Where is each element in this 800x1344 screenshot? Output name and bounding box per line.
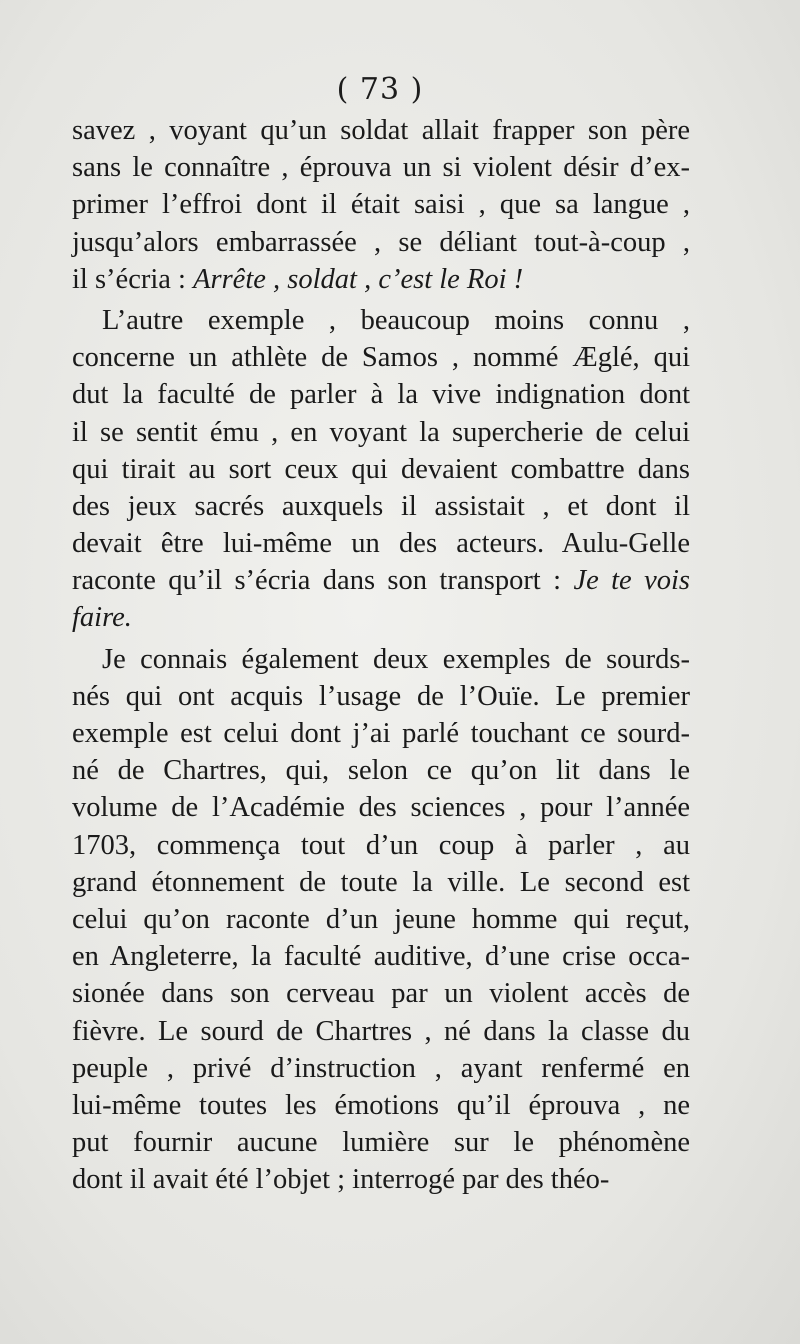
line-text: celui qu’on raconte d’un jeune homme qui reçut, bbox=[72, 903, 690, 935]
line-text: né de Chartres, qui, selon ce qu’on lit dans le bbox=[72, 755, 690, 787]
text-line bbox=[72, 224, 690, 261]
text-line bbox=[72, 1050, 690, 1087]
line-text: exemple est celui dont j’ai parlé touchant ce sourd- bbox=[72, 718, 690, 749]
text-line bbox=[72, 488, 690, 525]
line-text: lui-même toutes les émotions qu’il éprouva , ne bbox=[72, 1089, 690, 1121]
line-text: primer l’effroi dont il était saisi , que sa langue , bbox=[72, 189, 690, 221]
text-line bbox=[72, 186, 690, 223]
line-text: concerne un athlète de Samos , nommé Æglé, qui bbox=[72, 342, 690, 374]
text-line bbox=[72, 112, 690, 149]
italic-quote: faire. bbox=[72, 602, 132, 634]
line-text: il se sentit ému , en voyant la supercherie de celui bbox=[72, 416, 690, 448]
line-text: des jeux sacrés auxquels il assistait , et dont il bbox=[72, 490, 690, 522]
text-line bbox=[72, 302, 690, 339]
text-line bbox=[72, 975, 690, 1012]
text-line bbox=[72, 752, 690, 789]
text-line bbox=[72, 641, 690, 678]
page-number: ( 73 ) bbox=[336, 72, 424, 107]
text-line bbox=[72, 1124, 690, 1161]
line-text: il s’écria : bbox=[72, 263, 194, 295]
text-line bbox=[72, 789, 690, 826]
line-text: sionée dans son cerveau par un violent accès de bbox=[72, 978, 690, 1010]
line-text: dont il avait été l’objet ; interrogé par des théo- bbox=[72, 1164, 610, 1196]
line-text: Je connais également deux exemples de sourds- bbox=[102, 643, 690, 675]
line-text: fièvre. Le sourd de Chartres , né dans la classe du bbox=[72, 1015, 690, 1047]
italic-quote: Arrête , soldat , c’est le Roi ! bbox=[193, 263, 524, 295]
text-line bbox=[72, 451, 690, 488]
text-line bbox=[72, 599, 690, 636]
line-text: put fournir aucune lumière sur le phénomène bbox=[72, 1127, 690, 1159]
text-line bbox=[72, 864, 690, 901]
line-text: devait être lui-même un des acteurs. Aulu-Gelle bbox=[72, 528, 690, 560]
text-line bbox=[72, 827, 690, 864]
line-text: peuple , privé d’instruction , ayant renfermé en bbox=[72, 1052, 690, 1084]
text-line bbox=[72, 715, 690, 752]
text-line bbox=[72, 339, 690, 376]
text-line bbox=[72, 376, 690, 413]
text-line bbox=[72, 525, 690, 562]
text-line bbox=[72, 562, 690, 599]
body-text bbox=[72, 112, 690, 1198]
italic-quote: Je te vois bbox=[573, 565, 690, 597]
line-text: qui tirait au sort ceux qui devaient combattre dans bbox=[72, 453, 690, 485]
text-line bbox=[72, 1087, 690, 1124]
text-line bbox=[72, 678, 690, 715]
line-text: nés qui ont acquis l’usage de l’Ouïe. Le premier bbox=[72, 680, 690, 712]
line-text: jusqu’alors embarrassée , se déliant tout-à-coup , bbox=[72, 226, 690, 258]
line-text: L’autre exemple , beaucoup moins connu , bbox=[102, 304, 690, 336]
text-line bbox=[72, 901, 690, 938]
line-text: savez , voyant qu’un soldat allait frapper son père bbox=[72, 115, 690, 146]
line-text: en Angleterre, la faculté auditive, d’une crise occa- bbox=[72, 941, 690, 973]
text-line bbox=[72, 1161, 690, 1198]
line-text: dut la faculté de parler à la vive indignation dont bbox=[72, 379, 690, 411]
line-text: volume de l’Académie des sciences , pour l’année bbox=[72, 792, 690, 824]
line-text: raconte qu’il s’écria dans son transport : bbox=[72, 565, 574, 597]
text-line bbox=[72, 261, 690, 298]
text-line bbox=[72, 938, 690, 975]
text-line bbox=[72, 1013, 690, 1050]
text-line bbox=[72, 149, 690, 186]
line-text: 1703, commença tout d’un coup à parler , au bbox=[72, 829, 690, 861]
line-text: sans le connaître , éprouva un si violent désir d’ex- bbox=[72, 152, 690, 184]
line-text: grand étonnement de toute la ville. Le second est bbox=[72, 866, 690, 898]
text-line bbox=[72, 414, 690, 451]
